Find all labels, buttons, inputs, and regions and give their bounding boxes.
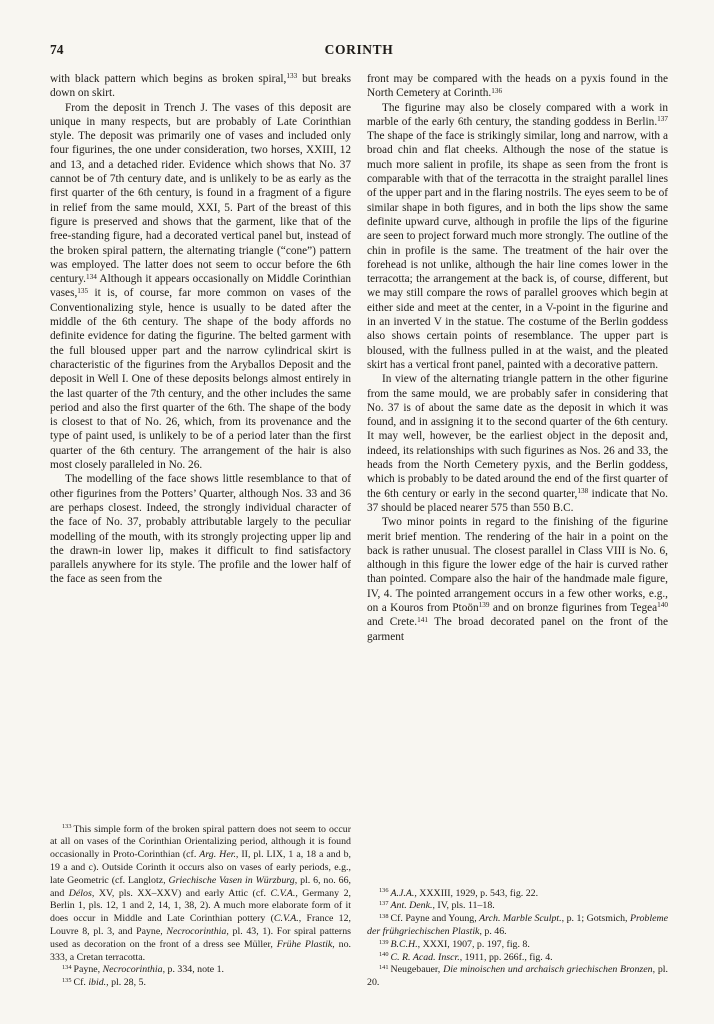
footnote-marker: 136 xyxy=(491,86,503,95)
footnote-number: 140 xyxy=(379,951,389,959)
footnote-marker: 134 xyxy=(85,272,97,281)
footnote: $^{134}$ Payne, Necrocorinthia, p. 334, note 1. xyxy=(62,964,225,976)
paragraph: The modelling of the face shows little resemblance to that of other figurines from the Potters’ Quarter, although Nos. 33 and 36 are perhaps closest. Indeed, the strongly individual character of the face of No. 37, probably attributable largely to the peculiar modelling of the mouth, with its strongly projecting upper lip and the drawn-in lower lip, makes it difficult to find satisfactory parallels anywhere for its style. The profile and the lower half of the face as seen from the xyxy=(50,473,351,586)
footnote: $^{138}$ Cf. Payne and Young, Arch. Marble Sculpt., p. 1; Gotsmich, Probleme der frühgriechischen Plastik, p. 46. xyxy=(367,913,668,938)
footnote-number: 139 xyxy=(379,938,389,946)
left-column-footnotes xyxy=(50,818,351,990)
paragraph: front may be compared with the heads on a pyxis found in the North Cemetery at Corinth.$^{136}$ xyxy=(367,73,668,100)
right-column-body xyxy=(367,72,668,882)
footnote-number: 137 xyxy=(379,900,389,908)
footnote-number: 138 xyxy=(379,913,389,921)
footnote-number: 135 xyxy=(62,977,72,985)
footnote: $^{133}$ This simple form of the broken spiral pattern does not seem to occur at all on vases of the Corinthian Orientalizing period, although it is found occasionally in Proto-Corinthian (cf. Arg. Her., II, pl. LIX, 1 a, 18 a and b, 19 a and c). Outside Corinth it occurs also on vases of early periods, e.g., late Geometric (cf. Langlotz, Griechische Vasen in Würzburg, pl. 6, no. 66, and Délos, XV, pls. XX–XXV) and early Attic (cf. C.V.A., Germany 2, Berlin 1, pls. 12, 1 and 2, 14, 1, 38, 2). A much more elaborate form of it does occur in Middle and Late Corinthian pottery (C.V.A., France 12, Louvre 8, pl. 3, and Payne, Necrocorinthia, pl. 43, 1). For spiral patterns used as decoration on the front of a dress see Müller, Frühe Plastik, no. 333, a Cretan terracotta. xyxy=(50,823,351,963)
paragraph: The figurine may also be closely compared with a work in marble of the early 6th century, the standing goddess in Berlin.$^{137}$ The shape of the face is strikingly similar, long and narrow, with a broad chin and flat cheeks. Although the nose of the statue is much more salient in profile, its shape as seen from the front is comparable with that of the terracotta in the straight parallel lines of the upper part and in the flaring nostrils. The eyes seem to be of similar shape in both figures, and in both the lips show the same definite upward curve, although in profile the lips of the figurine are seen to project forward much more strongly. The outline of the chin in profile is the same. The treatment of the hair over the forehead is not unlike, although the hair line comes lower in the terracotta; the arrangement at the back is, of course, different, but we may still compare the rows of parallel grooves which begin at either side and meet at the center, in a V-point in the figurine and in an inverted V in the statue. The costume of the Berlin goddess also shows certain points of resemblance. The upper part is bloused, with the fullness pulled in at the waist, and the pleated skirt has a vertical front panel, painted with a decorative pattern. xyxy=(367,101,668,371)
footnote-marker: 139 xyxy=(478,601,490,610)
footnote-marker: 137 xyxy=(657,115,668,124)
footnote-number: 133 xyxy=(62,823,72,831)
footnote: $^{137}$ Ant. Denk., IV, pls. 11–18. xyxy=(379,900,495,912)
footnote-marker: 133 xyxy=(286,72,298,81)
footnote: $^{140}$ C. R. Acad. Inscr., 1911, pp. 266f., fig. 4. xyxy=(379,951,553,963)
footnote-marker: 140 xyxy=(657,601,668,610)
left-column-body xyxy=(50,72,351,818)
footnote-marker: 141 xyxy=(417,615,428,624)
paragraph: with black pattern which begins as broken spiral,$^{133}$ but breaks down on skirt. xyxy=(50,72,351,100)
footnote-marker: 135 xyxy=(77,286,89,295)
footnote: $^{141}$ Neugebauer, Die minoischen und archaisch griechischen Bronzen, pl. 20. xyxy=(367,964,668,989)
paragraph: Two minor points in regard to the finishing of the figurine merit brief mention. The rendering of the hair in a point on the back is rather unusual. The closest parallel in Class VIII is No. 6, although in this figure the lower edge of the hair is curved rather than pointed. Compare also the hair of the handmade male figure, IV, 4. The pointed arrangement occurs in a few other works, e.g., on a Kouros from Ptoön$^{139}$ and on bronze figurines from Tegea$^{140}$ and Crete.$^{141}$ The broad decorated panel on the front of the garment xyxy=(367,516,668,643)
page-number: 74 xyxy=(50,42,64,57)
footnote: $^{135}$ Cf. ibid., pl. 28, 5. xyxy=(62,977,146,989)
footnote: $^{136}$ A.J.A., XXXIII, 1929, p. 543, fig. 22. xyxy=(379,887,539,899)
running-head: CORINTH xyxy=(324,42,394,57)
page-header xyxy=(50,42,668,60)
footnote-number: 136 xyxy=(379,887,389,895)
paragraph: In view of the alternating triangle pattern in the other figurine from the same mould, we are probably safer in considering that No. 37 is of about the same date as the deposit in which it was found, and in assigning it to the second quarter of the 6th century. It may well, however, be the earliest object in the deposit and, indeed, its relationships with such figurines as Nos. 26 and 33, the heads from the North Cemetery pyxis, and the Berlin goddess, which is probably to be dated around the end of the first quarter of the 6th century or early in the second quarter,$^{138}$ indicate that No. 37 should be placed nearer 575 than 550 B.C. xyxy=(367,373,668,514)
right-column xyxy=(367,72,668,990)
text-columns xyxy=(50,72,668,990)
footnote-number: 141 xyxy=(379,964,389,972)
right-column-footnotes xyxy=(367,882,668,990)
footnote-marker: 138 xyxy=(577,487,589,495)
footnote-number: 134 xyxy=(62,964,72,972)
footnote: $^{139}$ B.C.H., XXXI, 1907, p. 197, fig. 8. xyxy=(379,938,530,950)
paragraph: From the deposit in Trench J. The vases of this deposit are unique in many respects, but are probably of Late Corinthian style. The deposit was primarily one of vases and included only four figurines, the one under consideration, two horses, XXIII, 12 and 13, and a detached rider. Evidence which shows that No. 37 cannot be of 7th century date, and is unlikely to be as early as the first quarter of the 6th century, is found in a fragment of a figure in relief from the same mould, XXI, 5. Part of the breast of this figure is preserved and shows that the garment, like that of the free-standing figure, had a decorated vertical panel but, instead of the broken spiral pattern, the alternating triangle (“cone”) pattern was employed. The latter does not seem to occur before the 6th century.$^{134}$ Although it appears occasionally on Middle Corinthian vases,$^{135}$ it is, of course, far more common on vases of the Conventionalizing style, hence is usually to be dated after the middle of the 6th century. The shape of the body affords no definite evidence for dating the figurine. The belted garment with the full bloused upper part and the narrow cylindrical skirt is characteristic of the figurines from the Aryballos Deposit and the deposit in Well I. One of these deposits belongs almost entirely in the last quarter of the 7th century, and the other includes the same period and also the first quarter of the 6th. The shape of the body is closest to that of No. 26, which, from its provenance and the type of paint used, is unlikely to be of a period later than the first quarter of the 6th century. The arrangement of the hair is also most closely paralleled in No. 26. xyxy=(50,101,351,472)
left-column xyxy=(50,72,351,990)
